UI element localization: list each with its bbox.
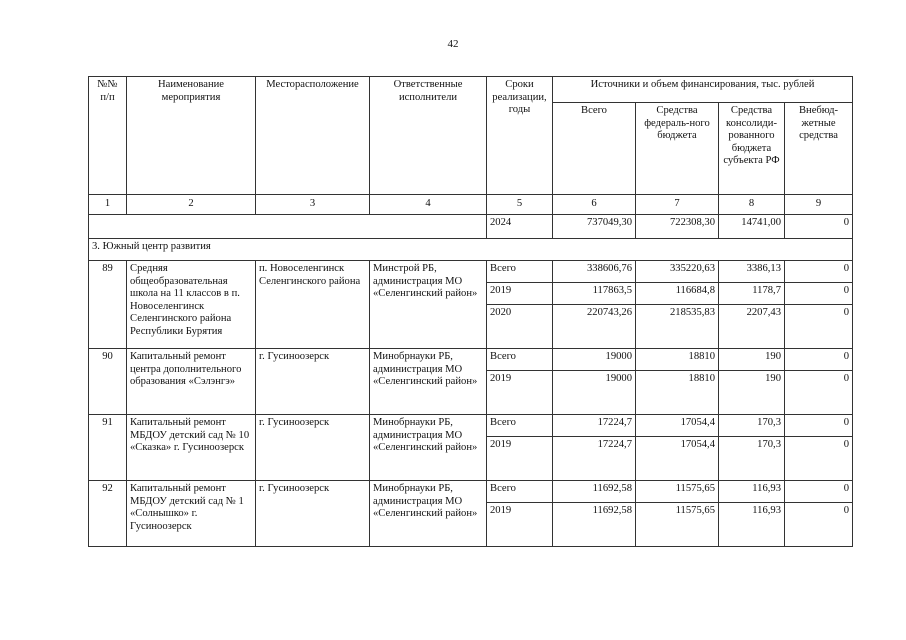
extra-cell: 0 [785,283,853,305]
table-row [89,415,853,437]
header-total: Всего [553,103,636,195]
item-location: п. Новоселенгинск Селенгинского района [256,261,370,349]
table-row [89,261,853,283]
item-name: Капитальный ремонт МБДОУ детский сад № 1 «Солнышко» г. Гусиноозерск [127,481,256,547]
extra-cell: 0 [785,305,853,349]
prev-year-row [89,215,853,239]
item-location: г. Гусиноозерск [256,349,370,415]
federal-cell: 116684,8 [636,283,719,305]
extra-cell: 0 [785,215,853,239]
item-responsible: Минобрнауки РБ, администрация МО «Селенгинский район» [370,481,487,547]
header-financing: Источники и объем финансирования, тыс. рублей [553,77,853,103]
extra-cell: 0 [785,437,853,481]
regional-cell: 190 [719,371,785,415]
item-number: 91 [89,415,127,481]
extra-cell: 0 [785,349,853,371]
total-cell: 19000 [553,371,636,415]
federal-cell: 18810 [636,371,719,415]
page-number: 42 [447,38,459,50]
column-number: 5 [487,195,553,215]
header-period: Сроки реализации, годы [487,77,553,195]
year-cell: 2019 [487,371,553,415]
year-cell: 2019 [487,437,553,481]
item-number: 92 [89,481,127,547]
year-cell: Всего [487,415,553,437]
federal-cell: 218535,83 [636,305,719,349]
header-num: №№ п/п [89,77,127,195]
column-number-row [89,195,853,215]
extra-cell: 0 [785,481,853,503]
column-number: 7 [636,195,719,215]
header-responsible: Ответственные исполнители [370,77,487,195]
total-cell: 117863,5 [553,283,636,305]
regional-cell: 170,3 [719,415,785,437]
total-cell: 11692,58 [553,503,636,547]
column-number: 9 [785,195,853,215]
column-number: 4 [370,195,487,215]
extra-cell: 0 [785,261,853,283]
regional-cell: 1178,7 [719,283,785,305]
column-number: 8 [719,195,785,215]
regional-cell: 3386,13 [719,261,785,283]
column-number: 3 [256,195,370,215]
header-name: Наименование мероприятия [127,77,256,195]
federal-cell: 17054,4 [636,415,719,437]
table-row [89,349,853,371]
column-number: 2 [127,195,256,215]
header-extra: Внебюд-жетные средства [785,103,853,195]
federal-cell: 11575,65 [636,503,719,547]
total-cell: 11692,58 [553,481,636,503]
section-title: 3. Южный центр развития [89,239,853,261]
column-number: 1 [89,195,127,215]
item-responsible: Минобрнауки РБ, администрация МО «Селенгинский район» [370,415,487,481]
federal-cell: 17054,4 [636,437,719,481]
header-location: Месторасположение [256,77,370,195]
total-cell: 17224,7 [553,437,636,481]
total-cell: 19000 [553,349,636,371]
item-name: Капитальный ремонт МБДОУ детский сад № 10 «Сказка» г. Гусиноозерск [127,415,256,481]
regional-cell: 190 [719,349,785,371]
regional-cell: 116,93 [719,503,785,547]
item-number: 89 [89,261,127,349]
federal-cell: 722308,30 [636,215,719,239]
total-cell: 737049,30 [553,215,636,239]
year-cell: Всего [487,261,553,283]
table-row [89,481,853,503]
empty-cell [89,215,487,239]
item-name: Средняя общеобразовательная школа на 11 классов в п. Новоселенгинск Селенгинского района Республики Бурятия [127,261,256,349]
item-location: г. Гусиноозерск [256,415,370,481]
regional-cell: 170,3 [719,437,785,481]
header-federal: Средства федераль-ного бюджета [636,103,719,195]
year-cell: Всего [487,349,553,371]
year-cell: Всего [487,481,553,503]
total-cell: 17224,7 [553,415,636,437]
federal-cell: 11575,65 [636,481,719,503]
header-regional: Средства консолиди-рованного бюджета субъекта РФ [719,103,785,195]
item-responsible: Минобрнауки РБ, администрация МО «Селенгинский район» [370,349,487,415]
item-number: 90 [89,349,127,415]
regional-cell: 14741,00 [719,215,785,239]
regional-cell: 116,93 [719,481,785,503]
year-cell: 2020 [487,305,553,349]
financing-table [88,76,853,547]
regional-cell: 2207,43 [719,305,785,349]
item-name: Капитальный ремонт центра дополнительного образования «Сэлэнгэ» [127,349,256,415]
year-cell: 2019 [487,503,553,547]
extra-cell: 0 [785,415,853,437]
section-row [89,239,853,261]
federal-cell: 18810 [636,349,719,371]
item-location: г. Гусиноозерск [256,481,370,547]
federal-cell: 335220,63 [636,261,719,283]
column-number: 6 [553,195,636,215]
extra-cell: 0 [785,371,853,415]
total-cell: 220743,26 [553,305,636,349]
year-cell: 2024 [487,215,553,239]
item-responsible: Минстрой РБ, администрация МО «Селенгинский район» [370,261,487,349]
extra-cell: 0 [785,503,853,547]
year-cell: 2019 [487,283,553,305]
total-cell: 338606,76 [553,261,636,283]
